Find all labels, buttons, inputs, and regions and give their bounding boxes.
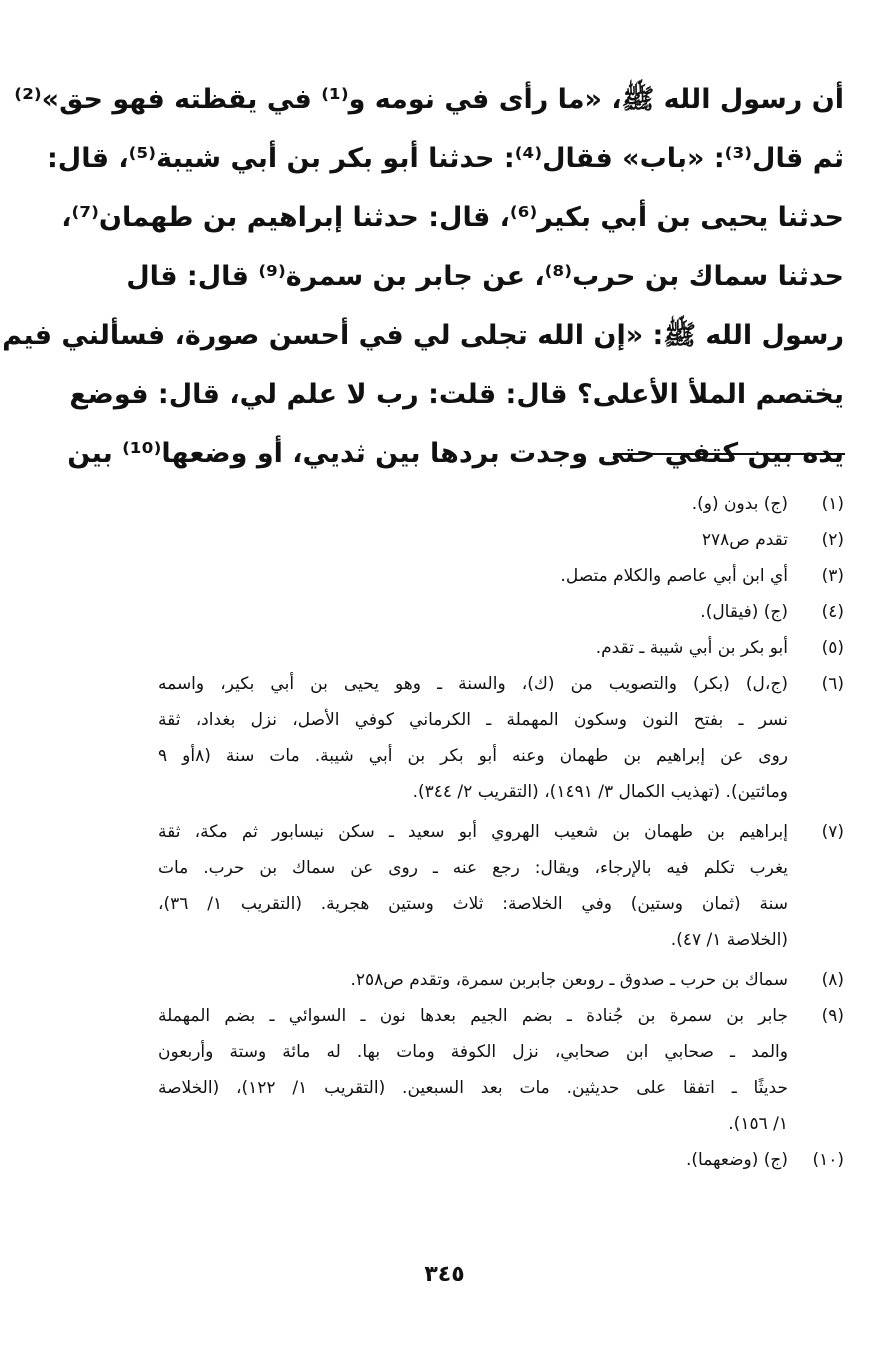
footnote-number: (٩) <box>821 1006 844 1026</box>
footnote <box>158 594 844 630</box>
footnote-text <box>158 594 788 630</box>
footnote-line: (الخلاصة ١/ ٤٧). <box>670 930 788 950</box>
footnote-line: أي ابن أبي عاصم والكلام متصل. <box>560 566 788 586</box>
footnote-line: جابر بن سمرة بن جُنادة ـ بضم الجيم بعدها نون ـ السوائي ـ بضم المهملة <box>158 1006 788 1026</box>
footnote-text <box>158 962 788 998</box>
main-line: يختصم الملأ الأعلى؟ قال: قلت: رب لا علم لي، قال: فوضع <box>69 379 844 410</box>
footnote-line: حديثًا ـ اتفقا على حديثين. مات بعد السبعين. (التقريب ١/ ١٢٢)، (الخلاصة <box>158 1078 788 1098</box>
footnote <box>158 558 844 594</box>
footnote-text <box>158 630 788 666</box>
footnote-line: إبراهيم بن طهمان بن شعيب الهروي أبو سعيد ـ سكن نيسابور ثم مكة، ثقة <box>158 822 788 842</box>
footnote-text <box>158 998 788 1142</box>
footnote-line: أبو بكر بن أبي شيبة ـ تقدم. <box>595 638 788 658</box>
footnote-line: (ج،ل) (بكر) والتصويب من (ك)، والسنة ـ وهو يحيى بن أبي بكير، واسمه <box>158 674 788 694</box>
footnote-line: سماك بن حرب ـ صدوق ـ روىعن جابربن سمرة، وتقدم ص٢٥٨. <box>350 970 788 990</box>
footnote-line: تقدم ص٢٧٨ <box>701 530 788 550</box>
footnote <box>158 962 844 998</box>
footnote-number: (٧) <box>821 822 844 842</box>
footnote-line: نسر ـ بفتح النون وسكون المهملة ـ الكرماني كوفي الأصل، نزل بغداد، ثقة <box>158 710 788 730</box>
page-number: ٣٤٥ <box>424 1262 465 1287</box>
footnote-line: روى عن إبراهيم بن طهمان وعنه أبو بكر بن أبي شيبة. مات سنة (٨أو ٩ <box>158 746 788 766</box>
footnote-text <box>158 814 788 958</box>
footnote-line: ومائتين). (تهذيب الكمال ٣/ ١٤٩١)، (التقريب ٢/ ٣٤٤). <box>412 782 788 802</box>
footnote-number: (٢) <box>821 530 844 550</box>
main-line: أن رسول الله ﷺ، «ما رأى في نومه و⁽¹⁾ في يقظته فهو حق»⁽²⁾ <box>14 84 844 115</box>
footnote-line: ١/ ١٥٦). <box>728 1114 788 1134</box>
footnote-number: (١) <box>821 494 844 514</box>
main-line: ثم قال⁽³⁾: «باب» فقال⁽⁴⁾: حدثنا أبو بكر بن أبي شيبة⁽⁵⁾، قال: <box>46 143 844 174</box>
main-line: يده بين كتفي حتى وجدت بردها بين ثديي، أو وضعها⁽¹⁰⁾ بين <box>67 438 844 469</box>
footnote-number: (٤) <box>821 602 844 622</box>
footnote-line: (ج) بدون (و). <box>691 494 788 514</box>
footnote <box>158 486 844 522</box>
footnote-number: (٨) <box>821 970 844 990</box>
footnote <box>158 630 844 666</box>
footnote-number: (٦) <box>821 674 844 694</box>
footnote-number: (٥) <box>821 638 844 658</box>
footnote <box>158 522 844 558</box>
main-text <box>2 70 844 483</box>
footnote-text <box>158 666 788 810</box>
main-line: رسول الله ﷺ: «إن الله تجلى لي في أحسن صورة، فسألني فيم <box>2 320 844 351</box>
footnote-text <box>158 486 788 522</box>
footnotes <box>158 486 844 1178</box>
main-line: حدثنا سماك بن حرب⁽⁸⁾، عن جابر بن سمرة⁽⁹⁾ قال: قال <box>126 261 844 292</box>
footnote-number: (٣) <box>821 566 844 586</box>
footnote-line: (ج) (فيقال). <box>700 602 788 622</box>
footnote-text <box>158 1142 788 1178</box>
footnote <box>158 1142 844 1178</box>
footnote-text <box>158 558 788 594</box>
main-line: حدثنا يحيى بن أبي بكير⁽⁶⁾، قال: حدثنا إبراهيم بن طهمان⁽⁷⁾، <box>61 202 844 233</box>
footnote-line: يغرب تكلم فيه بالإرجاء، ويقال: رجع عنه ـ روى عن سماك بن حرب. مات <box>158 858 788 878</box>
footnote-line: والمد ـ صحابي ابن صحابي، نزل الكوفة ومات بها. له مائة وستة وأربعون <box>158 1042 788 1062</box>
footnote-number: (١٠) <box>812 1150 844 1170</box>
footnote-line: (ج) (وضعهما). <box>686 1150 788 1170</box>
footnote <box>158 814 844 958</box>
footnote <box>158 998 844 1142</box>
footnote-line: سنة (ثمان وستين) وفي الخلاصة: ثلاث وستين هجرية. (التقريب ١/ ٣٦)، <box>158 894 788 914</box>
footnote-text <box>158 522 788 558</box>
footnote-divider <box>613 453 845 455</box>
footnote <box>158 666 844 810</box>
